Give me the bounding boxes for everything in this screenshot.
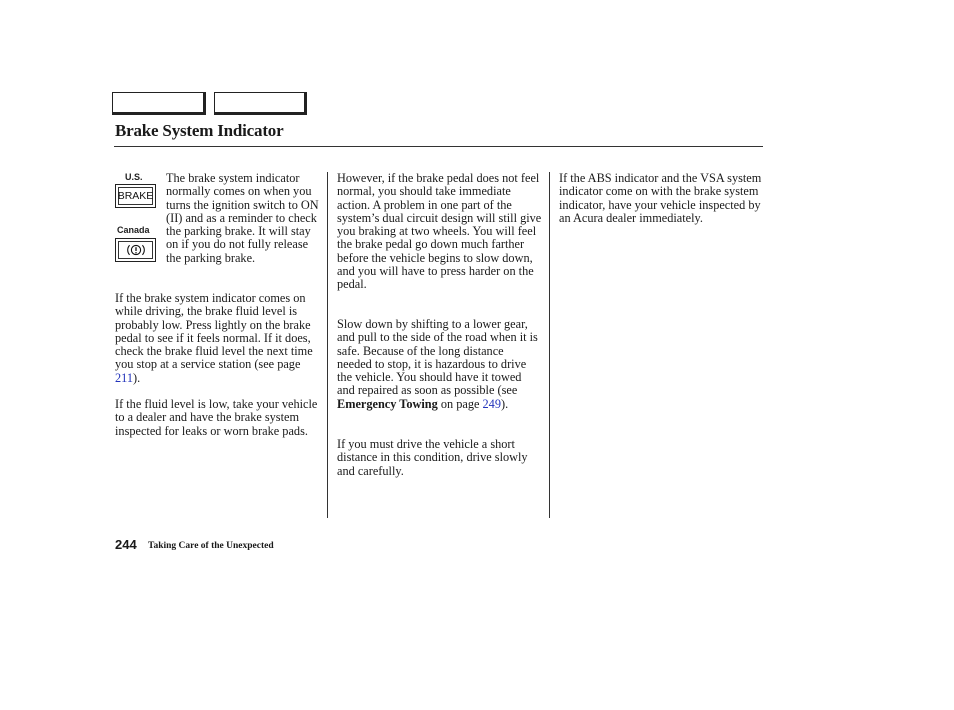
col1-paragraph-3: If the fluid level is low, take your vehicle to a dealer and have the brake system inspected for leaks or worn brake pads. [115,397,318,438]
us-brake-indicator [115,184,156,208]
col1-paragraph-2: If the brake system indicator comes on while driving, the brake fluid level is probably low. Press lightly on the brake pedal to see if it feels normal. If it does, check the brake fluid level the next time you stop at a service station (see page 211). [115,291,313,385]
canada-label: Canada [117,225,150,235]
header-tab-1 [112,92,206,115]
col2-paragraph-2: Slow down by shifting to a lower gear, and pull to the side of the road when it is safe. Because of the long distance needed to stop, it is hazardous to drive the vehicle. You should have it towed and repaired as soon as possible (see Emergency Towing on page 249). [337,317,538,411]
page-number: 244 [115,537,137,552]
brake-circle-exclamation-icon [125,243,147,257]
col3-paragraph-1: If the ABS indicator and the VSA system indicator come on with the brake system indicator, have your vehicle inspected by an Acura dealer immediately. [559,171,762,225]
col2-paragraph-3: If you must drive the vehicle a short distance in this condition, drive slowly and carefully. [337,437,528,478]
col2-paragraph-1: However, if the brake pedal does not feel normal, you should take immediate action. A problem in one part of the system’s dual circuit design will still give you braking at two wheels. You will feel the brake pedal go down much farther before the vehicle begins to slow down, and you will have to press harder on the pedal. [337,171,542,292]
emergency-towing-ref: Emergency Towing [337,396,438,411]
page-heading: Brake System Indicator [115,121,284,140]
column-divider-2 [549,172,550,518]
brake-text-symbol: BRAKE [118,187,153,205]
col1-paragraph-1: The brake system indicator normally comes on when you turns the ignition switch to ON (II) and as a reminder to check the parking brake. It will stay on if you do not fully release the parking brake. [166,171,319,265]
us-label: U.S. [125,172,143,182]
column-divider-1 [327,172,328,518]
header-tab-2 [214,92,307,115]
heading-rule [114,146,763,147]
page-211-link[interactable]: 211 [115,370,133,385]
canada-brake-indicator [115,238,156,262]
page-249-link[interactable]: 249 [482,396,501,411]
footer-section-title: Taking Care of the Unexpected [148,541,274,551]
